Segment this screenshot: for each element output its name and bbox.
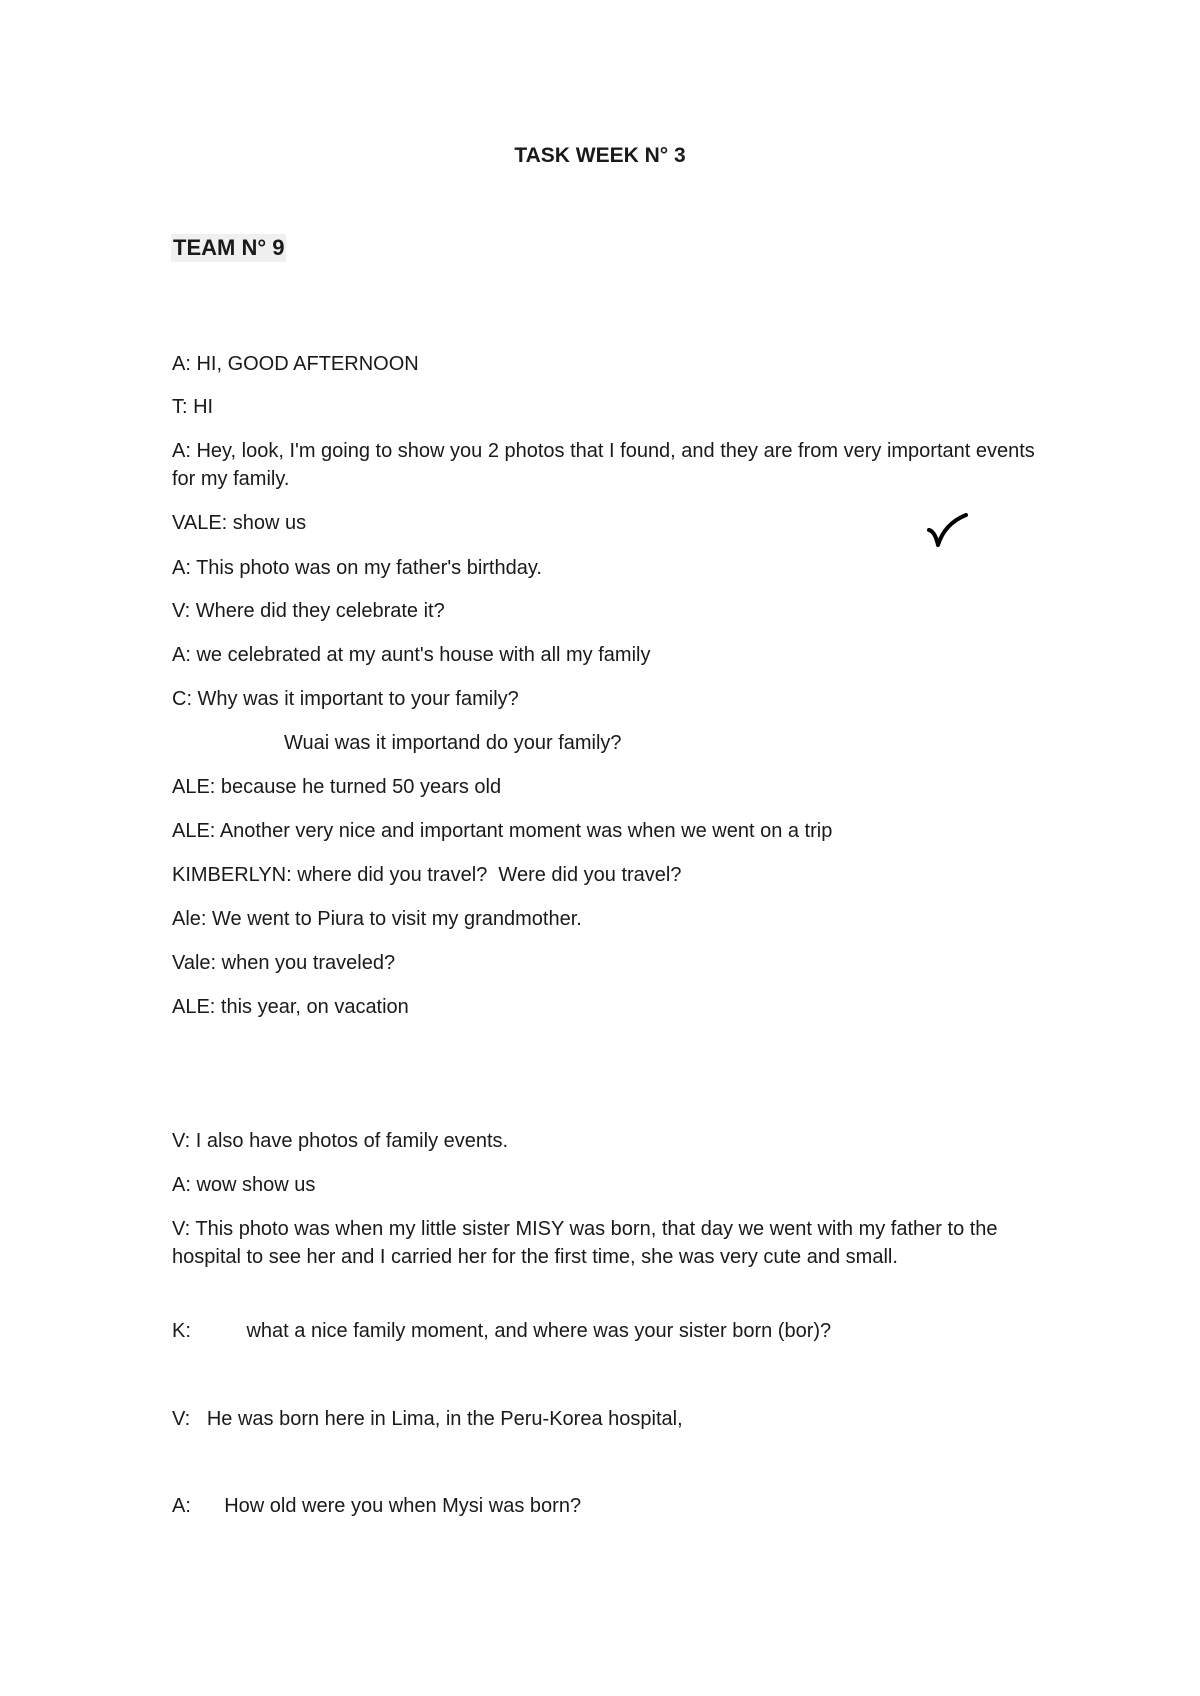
dialogue-line: A: How old were you when Mysi was born?: [172, 1495, 582, 1517]
dialogue-line: V: Where did they celebrate it?: [172, 600, 445, 622]
dialogue-line: ALE: because he turned 50 years old: [172, 776, 502, 798]
dialogue-line: V: This photo was when my little sister MISY was born, that day we went with my father to the hospital to see her and I carried her for the first time, she was very cute and small.: [172, 1218, 1004, 1268]
dialogue-line: A: Hey, look, I'm going to show you 2 photos that I found, and they are from very important events for my family.: [172, 440, 1041, 490]
dialogue-line: A: we celebrated at my aunt's house with all my family: [172, 644, 651, 666]
dialogue-line: V: He was born here in Lima, in the Peru-Korea hospital,: [172, 1408, 683, 1430]
dialogue-line: Ale: We went to Piura to visit my grandmother.: [172, 908, 582, 930]
dialogue-line: ALE: this year, on vacation: [172, 996, 409, 1018]
dialogue-line: A: HI, GOOD AFTERNOON: [172, 353, 419, 375]
dialogue-line-correction: Wuai was it importand do your family?: [284, 732, 622, 754]
dialogue-line: KIMBERLYN: where did you travel? Were did you travel?: [172, 864, 682, 886]
dialogue-line: C: Why was it important to your family?: [172, 688, 519, 710]
dialogue-line: A: wow show us: [172, 1174, 316, 1196]
checkmark-icon: [926, 512, 970, 550]
dialogue-line: ALE: Another very nice and important moment was when we went on a trip: [172, 820, 833, 842]
team-heading: TEAM N° 9: [173, 235, 285, 260]
dialogue-line: VALE: show us: [172, 512, 307, 534]
dialogue-line: A: This photo was on my father's birthday.: [172, 557, 542, 579]
dialogue-line: V: I also have photos of family events.: [172, 1130, 509, 1152]
page-title: TASK WEEK N° 3: [514, 144, 686, 167]
dialogue-line: K: what a nice family moment, and where was your sister born (bor)?: [172, 1320, 832, 1342]
dialogue-line: Vale: when you traveled?: [172, 952, 396, 974]
dialogue-line: T: HI: [172, 396, 214, 418]
